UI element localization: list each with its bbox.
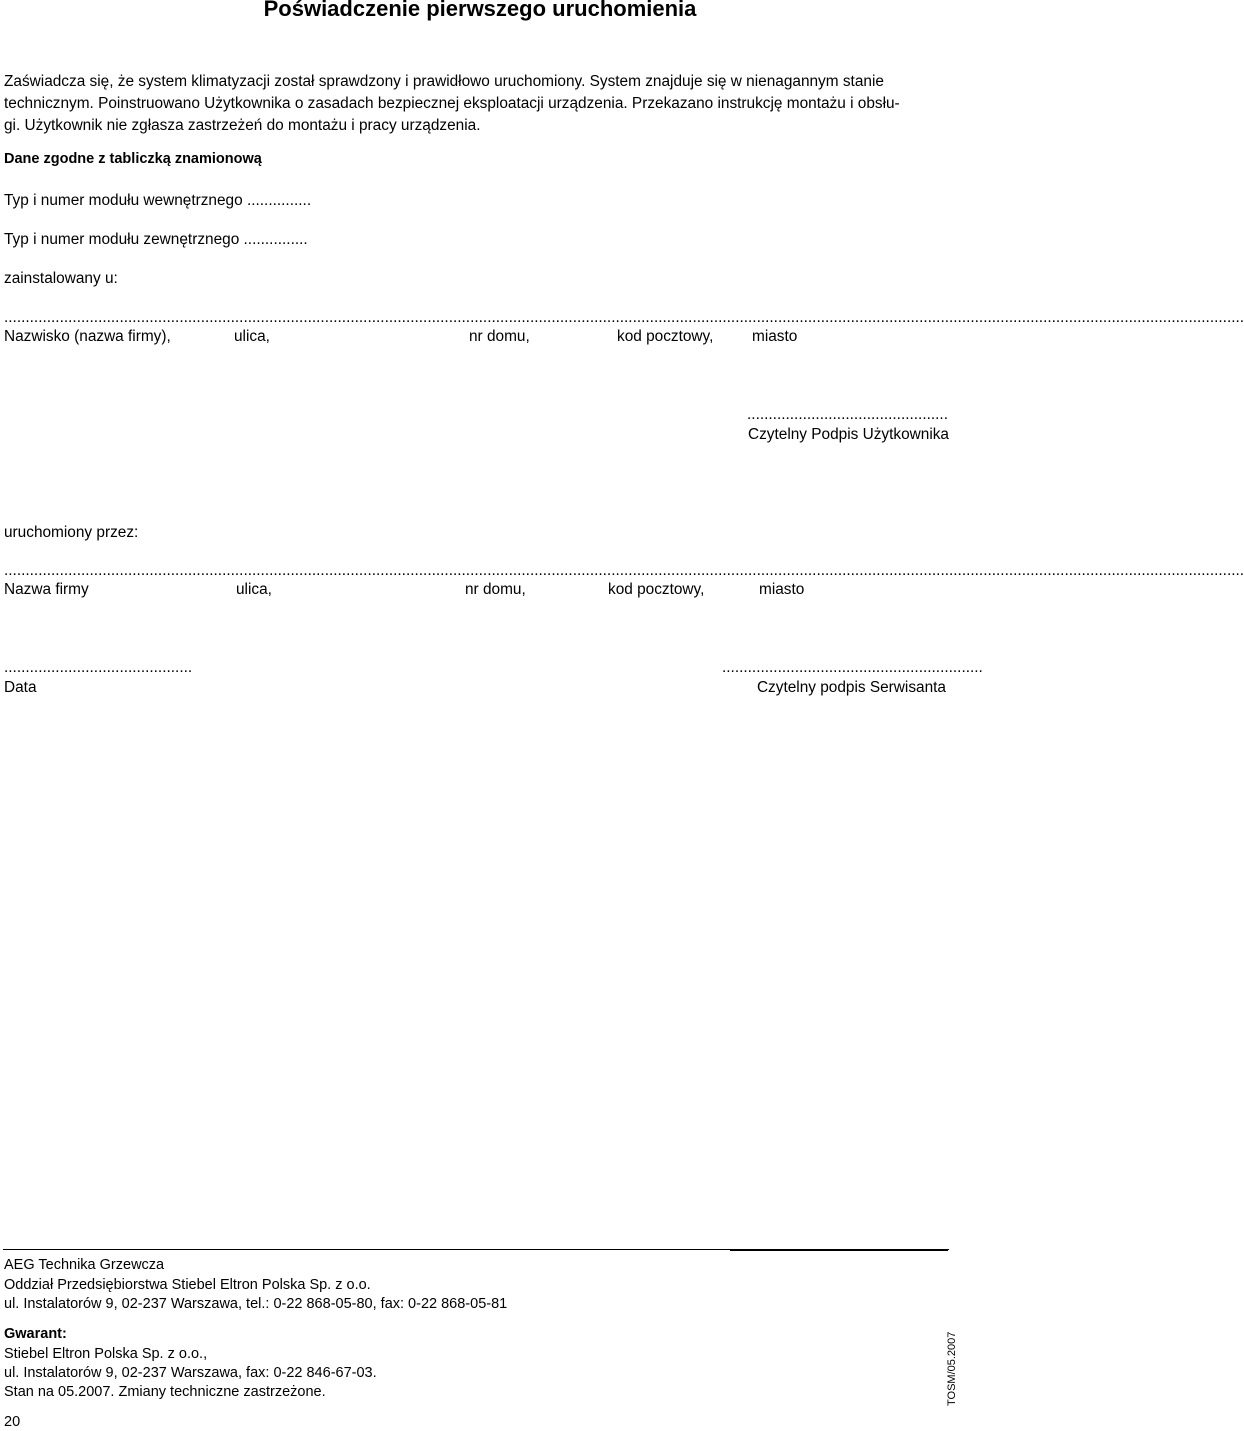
user-address-dotted-line: .................................................................................................................................................................................................................................................................................................. bbox=[4, 309, 1244, 326]
outdoor-module-field: Typ i numer modułu zewnętrznego ............... bbox=[4, 231, 308, 248]
service-address-dotted-line: .................................................................................................................................................................................................................................................................................................. bbox=[4, 562, 1244, 579]
nameplate-heading: Dane zgodne z tabliczką znamionową bbox=[4, 151, 262, 167]
commissioned-by-label: uruchomiony przez: bbox=[4, 524, 139, 541]
company-address: ul. Instalatorów 9, 02-237 Warszawa, tel.: 0-22 868-05-80, fax: 0-22 868-05-81 bbox=[4, 1296, 508, 1312]
intro-paragraph bbox=[4, 71, 950, 137]
intro-line: technicznym. Poinstruowano Użytkownika o zasadach bezpiecznej eksploatacji urządzenia. Przekazano instrukcję montażu i obsłu- bbox=[4, 95, 900, 112]
service-name-label: Nazwa firmy bbox=[4, 581, 89, 598]
revision-note: Stan na 05.2007. Zmiany techniczne zastrzeżone. bbox=[4, 1384, 326, 1400]
service-city-label: miasto bbox=[759, 581, 805, 598]
user-signature-dotted-line: ............................................... bbox=[747, 406, 948, 423]
footer-divider-accent bbox=[730, 1249, 948, 1251]
user-postal-label: kod pocztowy, bbox=[617, 328, 714, 345]
service-signature-dotted-line: ............................................................. bbox=[722, 659, 983, 676]
company-name: AEG Technika Grzewcza bbox=[4, 1257, 165, 1273]
user-city-label: miasto bbox=[752, 328, 798, 345]
user-name-label: Nazwisko (nazwa firmy), bbox=[4, 328, 171, 345]
user-house-label: nr domu, bbox=[469, 328, 530, 345]
service-house-label: nr domu, bbox=[465, 581, 526, 598]
installed-at-label: zainstalowany u: bbox=[4, 270, 118, 287]
user-street-label: ulica, bbox=[234, 328, 270, 345]
user-signature-label: Czytelny Podpis Użytkownika bbox=[747, 426, 949, 443]
date-dotted-line: ............................................ bbox=[4, 659, 193, 676]
page-title: Poświadczenie pierwszego uruchomienia bbox=[263, 0, 697, 21]
intro-line: Zaświadcza się, że system klimatyzacji został sprawdzony i prawidłowo uruchomiony. System znajduje się w nienagannym stanie bbox=[4, 73, 884, 90]
company-branch: Oddział Przedsiębiorstwa Stiebel Eltron Polska Sp. z o.o. bbox=[4, 1277, 371, 1293]
intro-line: gi. Użytkownik nie zgłasza zastrzeżeń do montażu i pracy urządzenia. bbox=[4, 117, 481, 134]
page-number: 20 bbox=[4, 1414, 21, 1430]
guarantor-address: ul. Instalatorów 9, 02-237 Warszawa, fax: 0-22 846-67-03. bbox=[4, 1365, 377, 1381]
indoor-module-field: Typ i numer modułu wewnętrznego ............... bbox=[4, 192, 312, 209]
date-label: Data bbox=[4, 679, 37, 696]
service-signature-label: Czytelny podpis Serwisanta bbox=[756, 679, 946, 696]
service-street-label: ulica, bbox=[236, 581, 272, 598]
guarantor-name: Stiebel Eltron Polska Sp. z o.o., bbox=[4, 1346, 208, 1362]
document-code: TOSM/05.2007 bbox=[946, 1331, 958, 1406]
guarantor-heading: Gwarant: bbox=[4, 1326, 67, 1342]
service-postal-label: kod pocztowy, bbox=[608, 581, 705, 598]
